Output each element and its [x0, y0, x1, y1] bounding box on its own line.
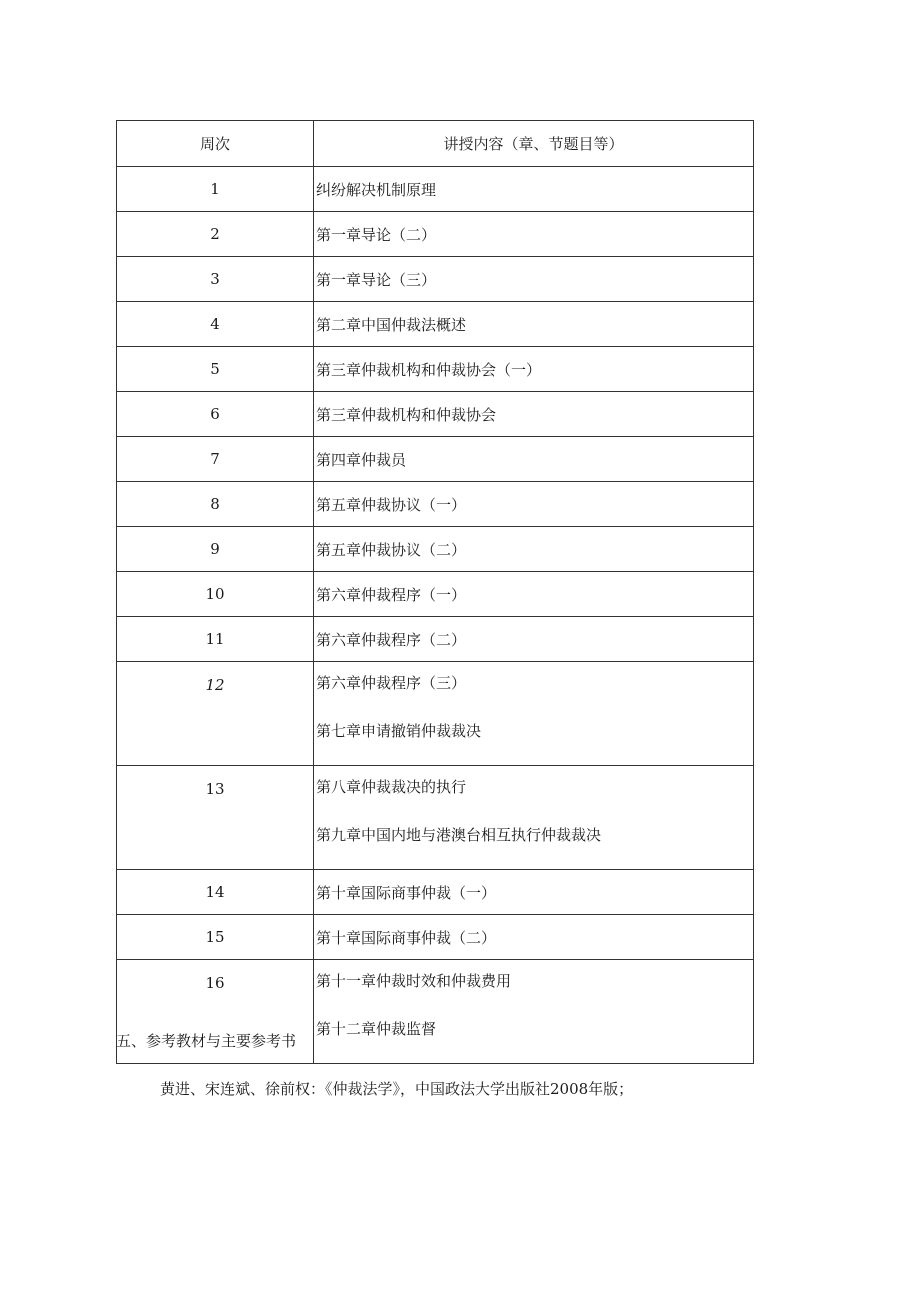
week-number: 4 — [117, 302, 314, 347]
table-row — [117, 766, 754, 870]
week-number: 12 — [117, 662, 314, 766]
lecture-topic: 第六章仲裁程序（三） — [316, 674, 467, 692]
week-number: 10 — [117, 572, 314, 617]
week-number: 8 — [117, 482, 314, 527]
week-number: 14 — [117, 870, 314, 915]
table-row — [117, 870, 754, 915]
lecture-topic: 第十二章仲裁监督 — [316, 1020, 437, 1038]
table-header-row — [117, 121, 754, 167]
lecture-topic: 纠纷解决机制原理 — [314, 167, 754, 212]
teaching-schedule-table — [116, 120, 754, 1064]
table-row — [117, 527, 754, 572]
lecture-topic-group — [314, 766, 754, 870]
header-content: 讲授内容（章、节题目等） — [314, 121, 754, 167]
week-number: 7 — [117, 437, 314, 482]
table-row — [117, 662, 754, 766]
week-number: 5 — [117, 347, 314, 392]
header-week: 周次 — [117, 121, 314, 167]
table-row — [117, 347, 754, 392]
lecture-topic: 第十章国际商事仲裁（一） — [314, 870, 754, 915]
lecture-topic: 第二章中国仲裁法概述 — [314, 302, 754, 347]
lecture-topic: 第一章导论（二） — [314, 212, 754, 257]
lecture-topic: 第一章导论（三） — [314, 257, 754, 302]
lecture-topic: 第三章仲裁机构和仲裁协会（一） — [314, 347, 754, 392]
lecture-topic: 第五章仲裁协议（一） — [314, 482, 754, 527]
table-row — [117, 617, 754, 662]
table-row — [117, 257, 754, 302]
week-number: 6 — [117, 392, 314, 437]
table-row — [117, 212, 754, 257]
lecture-topic: 第三章仲裁机构和仲裁协会 — [314, 392, 754, 437]
lecture-topic: 第十章国际商事仲裁（二） — [314, 915, 754, 960]
week-number: 13 — [117, 766, 314, 870]
table-row — [117, 437, 754, 482]
table-row — [117, 302, 754, 347]
week-number: 9 — [117, 527, 314, 572]
reference-item: 黄进、宋连斌、徐前权：《仲裁法学》，中国政法大学出版社2008年版； — [160, 1080, 634, 1098]
week-number: 1 — [117, 167, 314, 212]
table-row — [117, 482, 754, 527]
references-heading: 五、参考教材与主要参考书 — [116, 1032, 297, 1050]
table-row — [117, 392, 754, 437]
week-number: 11 — [117, 617, 314, 662]
table-row — [117, 915, 754, 960]
table-row — [117, 572, 754, 617]
table-row — [117, 167, 754, 212]
lecture-topic: 第七章申请撤销仲裁裁决 — [316, 722, 482, 740]
lecture-topic-group — [314, 662, 754, 766]
lecture-topic: 第八章仲裁裁决的执行 — [316, 778, 467, 796]
lecture-topic: 第九章中国内地与港澳台相互执行仲裁裁决 — [316, 826, 602, 844]
lecture-topic-group — [314, 960, 754, 1064]
week-number: 2 — [117, 212, 314, 257]
lecture-topic: 第四章仲裁员 — [314, 437, 754, 482]
week-number: 15 — [117, 915, 314, 960]
week-number: 16 — [117, 960, 314, 1064]
lecture-topic: 第六章仲裁程序（一） — [314, 572, 754, 617]
week-number: 3 — [117, 257, 314, 302]
lecture-topic: 第六章仲裁程序（二） — [314, 617, 754, 662]
lecture-topic: 第十一章仲裁时效和仲裁费用 — [316, 972, 512, 990]
lecture-topic: 第五章仲裁协议（二） — [314, 527, 754, 572]
